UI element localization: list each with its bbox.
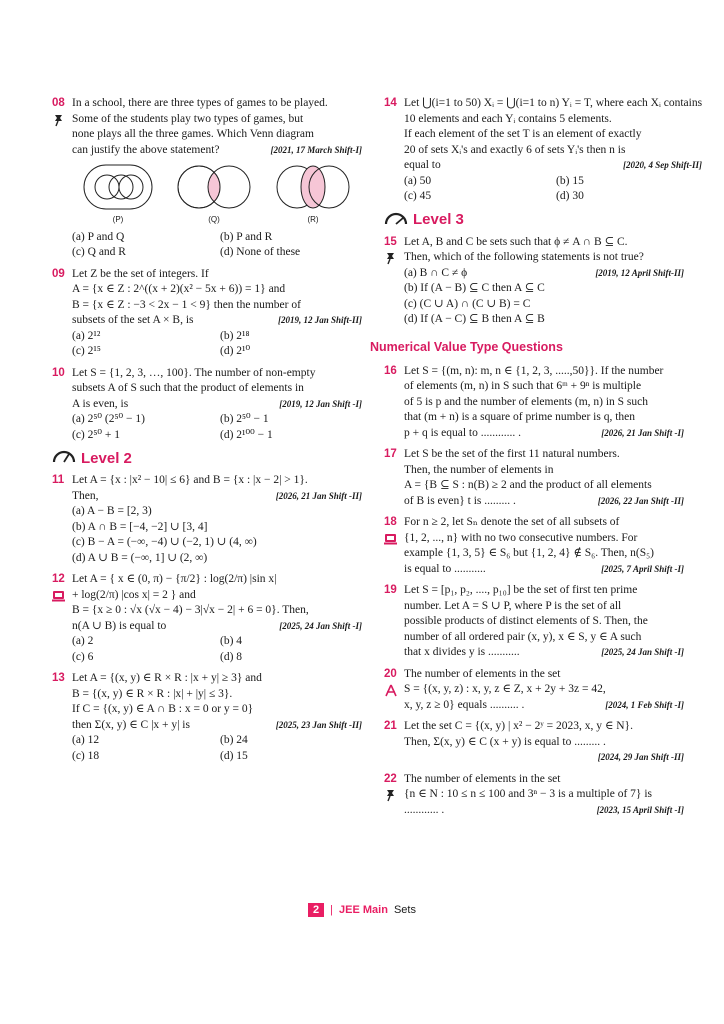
question-text: number. Let A = S ∪ P, where P is the set of all (404, 599, 622, 612)
question-text: Let A, B and C be sets such that ϕ ≠ A ∩ B ⊆ C. (404, 235, 628, 248)
option-b[interactable]: (b) A ∩ B = [−4, −2] ∪ [3, 4] (72, 520, 208, 533)
question-text: possible products of distinct elements of S. Then, the (404, 615, 648, 627)
question-text: subsets A of S such that the product of elements in (72, 382, 304, 394)
option-d[interactable]: (d) 15 (220, 749, 248, 762)
source-tag: [2025, 24 Jan Shift -I] (601, 647, 684, 657)
question-14 (384, 96, 703, 205)
level-2-heading (52, 449, 362, 467)
option-d[interactable]: (d) None of these (220, 246, 301, 258)
question-number: 16 (384, 364, 397, 377)
laptop-icon (52, 590, 65, 608)
question-text: Let A = { x ∈ (0, π) − {π/2} : log(2/π) |sin x| (72, 573, 277, 585)
option-c[interactable]: (c) 18 (72, 749, 100, 762)
question-17 (384, 447, 684, 509)
source-tag: [2026, 21 Jan Shift -II] (275, 490, 362, 501)
option-c[interactable]: (c) Q and R (72, 246, 126, 258)
question-text: The number of elements in the set (404, 667, 561, 680)
option-c[interactable]: (c) 2¹⁵ (72, 345, 101, 357)
question-09 (52, 267, 362, 360)
option-c[interactable]: (c) B − A = (−∞, −4) ∪ (−2, 1) ∪ (4, ∞) (72, 536, 257, 548)
question-text: B = {x ≥ 0 : √x (√x − 4) − 3|√x − 2| + 6 = 0}. Then, (72, 604, 309, 616)
pin-icon (384, 252, 397, 271)
option-a[interactable]: (a) 2¹² (72, 329, 101, 342)
question-19 (384, 583, 684, 661)
question-20 (384, 667, 684, 714)
section-title: Numerical Value Type Questions (370, 339, 563, 354)
gauge-icon (52, 449, 76, 467)
question-text: that x divides y is ........... (404, 646, 520, 658)
options (404, 174, 702, 205)
source-tag: [2026, 22 Jan Shift -II] (597, 495, 684, 506)
source-tag: [2020, 4 Sep Shift-II] (623, 160, 703, 170)
source-tag: [2019, 12 April Shift-II] (595, 267, 684, 278)
question-13 (52, 671, 362, 764)
question-text: of 5 is p and the number of elements (m, n) in S such (404, 395, 649, 408)
source-tag: [2024, 29 Jan Shift -II] (597, 752, 684, 762)
question-text: can justify the above statement? (72, 143, 220, 156)
source-tag: [2019, 12 Jan Shift -I] (279, 398, 362, 409)
option-d[interactable]: (d) 2¹⁰ (220, 345, 251, 357)
question-number: 08 (52, 97, 65, 109)
question-number: 15 (384, 235, 397, 248)
footer-separator: | (330, 904, 334, 916)
options (72, 634, 362, 665)
question-text: Let A = {(x, y) ∈ R × R : |x + y| ≥ 3} and (72, 672, 262, 684)
question-21 (384, 719, 684, 766)
options (72, 504, 362, 566)
option-b[interactable]: (b) 2¹⁸ (220, 329, 250, 342)
source-tag: [2021, 17 March Shift-I] (270, 144, 362, 155)
source-tag: [2025, 23 Jan Shift -II] (275, 719, 362, 730)
source-tag: [2025, 24 Jan Shift -I] (279, 620, 362, 631)
question-text: Let ⋃(i=1 to 50) Xᵢ = ⋃(i=1 to n) Yᵢ = T, where each Xᵢ contains (404, 97, 703, 109)
right-column (370, 96, 703, 824)
option-a[interactable]: (a) 50 (404, 174, 432, 187)
question-text: of elements (m, n) in S such that 6ᵐ + 9ⁿ is multiple (404, 380, 642, 392)
question-text: Some of the students play two types of games, but (72, 112, 304, 125)
venn-diagrams (72, 164, 362, 228)
option-a[interactable]: (a) B ∩ C ≠ ϕ [2019, 12 April Shift-II] (404, 266, 684, 282)
question-text: Then, Σ(x, y) ∈ C (x + y) is equal to ......... . (404, 735, 606, 748)
question-text: If each element of the set T is an element of exactly (404, 128, 642, 140)
source-tag: [2026, 21 Jan Shift -I] (601, 427, 684, 438)
question-text: p + q is equal to ............ . (404, 426, 522, 439)
question-text: equal to (404, 159, 441, 171)
option-d[interactable]: (d) 30 (556, 190, 584, 202)
option-b[interactable]: (b) 24 (220, 734, 248, 746)
question-text: {1, 2, ..., n} with no two consecutive numbers. For (404, 531, 638, 544)
venn-label: (Q) (208, 215, 220, 224)
question-text: A = {B ⊆ S : n(B) ≥ 2 and the product of all elements (404, 479, 652, 491)
question-text: subsets of the set A × B, is (72, 314, 194, 326)
question-text: ............ . (404, 803, 445, 816)
footer-brand: JEE Main (339, 904, 388, 916)
question-text: example {1, 3, 5} ∈ S₆ but {1, 2, 4} ∉ S₆. Then, n(S₅) (404, 547, 654, 559)
question-text: 10 elements and each Yᵢ contains 5 elements. (404, 112, 612, 125)
question-text: n(A ∪ B) is equal to (72, 619, 167, 632)
gauge-icon (384, 211, 408, 229)
option-a[interactable]: (a) A − B = [2, 3) (72, 505, 152, 517)
pin-icon (52, 114, 65, 133)
level-title: Level 3 (413, 211, 464, 228)
question-number: 17 (384, 448, 397, 460)
options (72, 329, 362, 360)
question-text: A is even, is (72, 397, 129, 410)
options (72, 230, 362, 261)
options (404, 266, 684, 328)
question-text: none plays all the three games. Which Venn diagram (72, 128, 314, 140)
question-22 (384, 772, 684, 819)
source-tag: [2023, 15 April Shift -I] (596, 804, 684, 815)
question-number: 22 (384, 772, 397, 785)
question-number: 09 (52, 267, 65, 280)
question-text: Let Z be the set of integers. If (72, 267, 209, 280)
left-column (52, 96, 362, 770)
venn-label: (P) (112, 215, 124, 224)
level-title: Level 2 (81, 449, 132, 467)
question-text: Let S = {1, 2, 3, …, 100}. The number of non-empty (72, 366, 316, 379)
question-number: 11 (52, 474, 65, 486)
option-d[interactable]: (d) If (A − C) ⊆ B then A ⊆ B (404, 313, 545, 325)
option-b[interactable]: (b) 4 (220, 635, 243, 647)
source-tag: [2024, 1 Feb Shift -I] (605, 699, 684, 710)
question-text: {n ∈ N : 10 ≤ n ≤ 100 and 3ⁿ − 3 is a multiple of 7} is (404, 788, 652, 800)
question-10 (52, 366, 362, 444)
question-text: Then, the number of elements in (404, 463, 554, 476)
option-d[interactable]: (d) 8 (220, 650, 243, 663)
question-text: number of all ordered pair (x, y), x ∈ S, y ∈ A such (404, 630, 642, 643)
venn-label: (R) (307, 215, 319, 224)
question-18 (384, 515, 684, 577)
question-number: 12 (52, 573, 65, 585)
option-b[interactable]: (b) P and R (220, 230, 273, 243)
page-footer (0, 903, 724, 917)
question-number: 19 (384, 584, 397, 596)
question-12 (52, 572, 362, 665)
footer-chapter: Sets (393, 904, 416, 916)
question-text: S = {(x, y, z) : x, y, z ∈ Z, x + 2y + 3z = 42, (404, 683, 606, 695)
option-c[interactable]: (c) (C ∪ A) ∩ (C ∪ B) = C (404, 297, 531, 310)
option-a[interactable]: (a) 12 (72, 734, 100, 746)
question-text: 20 of sets Xᵢ's and exactly 6 of sets Yᵢ's then n is (404, 143, 626, 156)
option-d[interactable]: (d) A ∪ B = (−∞, 1] ∪ (2, ∞) (72, 551, 208, 564)
question-text: For n ≥ 2, let Sₙ denote the set of all subsets of (404, 516, 620, 528)
question-15 (384, 235, 684, 328)
question-text: then Σ(x, y) ∈ C |x + y| is (72, 718, 190, 731)
question-08 (52, 96, 362, 261)
compass-icon (384, 684, 398, 703)
question-text: of B is even} t is ......... . (404, 494, 516, 507)
source-tag: [2025, 7 April Shift -I] (601, 563, 684, 574)
option-a[interactable]: (a) P and Q (72, 230, 125, 243)
source-tag: [2019, 12 Jan Shift-II] (277, 315, 362, 325)
question-text: B = {x ∈ Z : −3 < 2x − 1 < 9} then the number of (72, 298, 301, 311)
question-number: 18 (384, 516, 397, 528)
level-3-heading (384, 211, 684, 229)
question-text: x, y, z ≥ 0} equals .......... . (404, 698, 525, 711)
option-d[interactable]: (d) 2¹⁰⁰ − 1 (220, 428, 273, 441)
venn-diagram-p (83, 164, 153, 228)
question-11 (52, 473, 362, 566)
question-text: Let A = {x : |x² − 10| ≤ 6} and B = {x : |x − 2| > 1}. (72, 474, 308, 486)
question-text: is equal to ........... (404, 562, 486, 575)
question-number: 21 (384, 720, 397, 732)
options (72, 412, 362, 443)
option-c[interactable]: (c) 6 (72, 650, 94, 663)
option-a[interactable]: (a) 2 (72, 635, 94, 647)
venn-diagram-r (275, 164, 351, 228)
page-number: 2 (308, 903, 324, 917)
question-text: Let S = {(m, n): m, n ∈ {1, 2, 3, .....,50}}. If the number (404, 364, 664, 377)
question-16 (384, 364, 684, 442)
question-number: 13 (52, 672, 65, 684)
question-text: If C = {(x, y) ∈ A ∩ B : x = 0 or y = 0} (72, 703, 254, 715)
question-text: Let S be the set of the first 11 natural numbers. (404, 448, 620, 460)
question-text: Then, (72, 489, 99, 502)
question-number: 20 (384, 667, 397, 680)
question-text: that (m + n) is a square of prime number is q, then (404, 411, 635, 423)
option-b[interactable]: (b) 2⁵⁰ − 1 (220, 413, 269, 425)
question-text: B = {(x, y) ∈ R × R : |x| + |y| ≤ 3}. (72, 687, 233, 700)
question-number: 10 (52, 366, 65, 379)
question-text: + log(2/π) |cos x| = 2 } and (72, 588, 196, 601)
question-text: In a school, there are three types of games to be played. (72, 97, 328, 109)
question-text: Then, which of the following statements is not true? (404, 251, 644, 263)
venn-diagram-q (175, 164, 253, 228)
question-text: A = {x ∈ Z : 2^((x + 2)(x² − 5x + 6)) = 1} and (72, 283, 286, 295)
question-text: Let the set C = {(x, y) | x² − 2ʸ = 2023, x, y ∈ N}. (404, 720, 633, 732)
option-b[interactable]: (b) 15 (556, 174, 584, 187)
question-text: The number of elements in the set (404, 772, 561, 785)
option-c[interactable]: (c) 2⁵⁰ + 1 (72, 428, 120, 441)
pin-icon (384, 789, 397, 808)
option-c[interactable]: (c) 45 (404, 190, 432, 202)
question-number: 14 (384, 97, 397, 109)
option-b[interactable]: (b) If (A − B) ⊆ C then A ⊆ C (404, 282, 545, 294)
laptop-icon (384, 533, 397, 551)
options (72, 733, 362, 764)
question-text: Let S = [p₁, p₂, ...., p₁₀] be the set of first ten prime (404, 584, 638, 596)
option-a[interactable]: (a) 2⁵⁰ (2⁵⁰ − 1) (72, 413, 145, 425)
